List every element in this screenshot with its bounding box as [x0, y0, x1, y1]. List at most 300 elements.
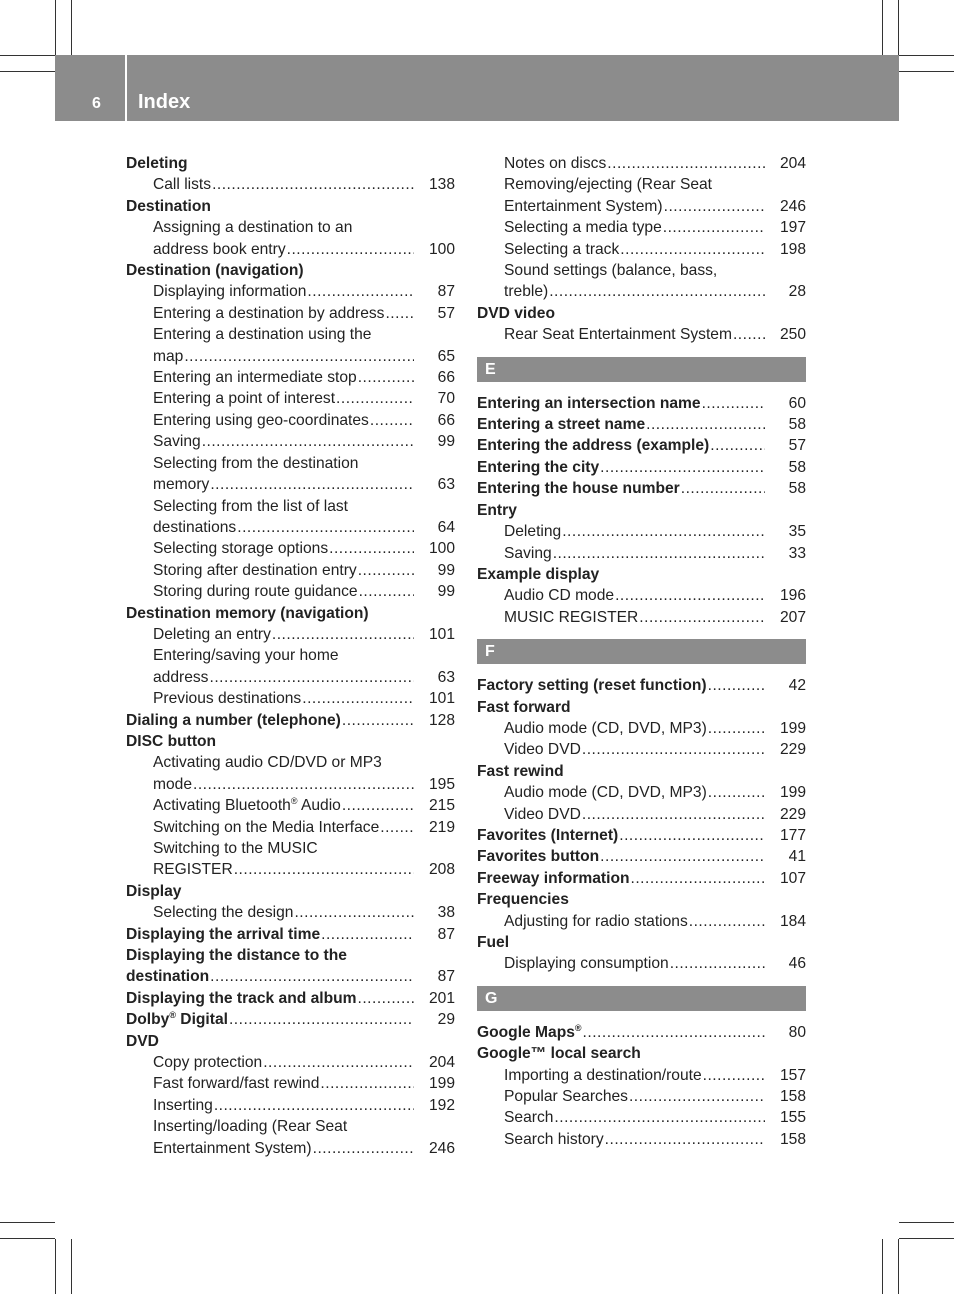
entry-term-text: memory	[153, 476, 210, 494]
leader-dots	[229, 1009, 414, 1030]
entry-term	[504, 718, 707, 739]
entry-row	[504, 543, 806, 564]
entry-term	[504, 239, 619, 260]
index-subentry	[126, 688, 455, 709]
leader-dots	[708, 675, 765, 696]
entry-term-text: Dolby	[126, 1011, 170, 1029]
entry-row	[153, 795, 455, 816]
page-ref: 99	[437, 583, 455, 601]
index-subentry	[477, 1129, 806, 1150]
index-subentry	[477, 543, 806, 564]
page-ref: 58	[788, 458, 806, 476]
entry-term	[504, 1086, 628, 1107]
leader-dots	[237, 517, 414, 538]
index-subentry	[126, 324, 455, 367]
index-entry	[477, 889, 806, 910]
entry-term-line1: Inserting/loading (Rear Seat	[153, 1118, 348, 1136]
index-entry	[477, 825, 806, 846]
leader-dots	[193, 774, 414, 795]
index-subentry	[477, 911, 806, 932]
entry-row	[477, 303, 806, 324]
entry-term	[153, 624, 271, 645]
entry-term-text: Entertainment System)	[153, 1139, 312, 1157]
entry-term-text: address book entry	[153, 240, 286, 258]
entry-row	[477, 697, 806, 718]
entry-row	[153, 367, 455, 388]
entry-row	[504, 281, 806, 302]
entry-term-text: Previous destinations	[153, 690, 302, 708]
entry-term	[153, 1138, 312, 1159]
entry-term	[153, 517, 236, 538]
entry-term	[126, 1031, 159, 1052]
entry-term-text: Fast forward	[477, 698, 571, 716]
entry-term-text: Displaying the track and album	[126, 989, 357, 1007]
entry-row	[153, 1095, 455, 1116]
crop-mark	[0, 55, 55, 56]
entry-term	[153, 281, 306, 302]
index-subentry	[126, 174, 455, 195]
crop-mark	[0, 1238, 55, 1239]
page-title: Index	[138, 91, 191, 113]
entry-term-line1: Switching to the MUSIC	[153, 840, 318, 857]
page-ref: 246	[779, 197, 806, 215]
index-column-left	[126, 153, 455, 1159]
entry-term-text: Selecting a media type	[504, 219, 662, 237]
entry-term-line1: Assigning a destination to an	[153, 219, 353, 237]
leader-dots	[600, 846, 765, 867]
leader-dots	[702, 393, 765, 414]
page-ref: 158	[779, 1130, 806, 1148]
index-entry	[126, 196, 455, 217]
page-ref: 229	[779, 805, 806, 823]
entry-term	[477, 500, 517, 521]
entry-term	[153, 388, 335, 409]
entry-term-text: Deleting	[504, 523, 562, 541]
entry-term-text: Notes on discs	[504, 155, 607, 172]
leader-dots	[708, 718, 765, 739]
entry-row	[153, 538, 455, 559]
page-ref: 87	[437, 968, 455, 986]
entry-row	[477, 889, 806, 910]
entry-term-text: Entering the address (example)	[477, 437, 710, 455]
entry-term	[504, 1065, 702, 1086]
index-subentry	[126, 795, 455, 816]
leader-dots	[321, 924, 414, 945]
crop-mark	[899, 71, 954, 72]
entry-row	[504, 1107, 806, 1128]
index-subentry	[477, 1065, 806, 1086]
entry-term-text: Storing after destination entry	[153, 561, 357, 579]
leader-dots	[639, 607, 765, 628]
entry-term	[504, 585, 614, 606]
entry-term-text: Search history	[504, 1130, 604, 1148]
entry-term-text: map	[153, 347, 184, 365]
entry-term-text: DVD video	[477, 304, 555, 322]
entry-term-text-after: Digital	[175, 1011, 228, 1029]
entry-row	[126, 1009, 455, 1030]
entry-term	[504, 521, 561, 542]
page-ref: 63	[437, 668, 455, 686]
entry-row	[477, 825, 806, 846]
leader-dots	[358, 988, 415, 1009]
entry-term-text: Entering a street name	[477, 416, 646, 434]
index-entry	[126, 945, 455, 988]
index-entry	[126, 153, 455, 174]
entry-row	[153, 688, 455, 709]
leader-dots	[385, 303, 414, 324]
leader-dots	[302, 688, 414, 709]
entry-term	[153, 1095, 213, 1116]
entry-term-line1: Sound settings (balance, bass,	[504, 262, 718, 280]
entry-row	[504, 718, 806, 739]
index-subentry	[477, 804, 806, 825]
page-ref: 199	[779, 784, 806, 802]
crop-mark	[71, 1239, 72, 1294]
page-ref: 70	[437, 390, 455, 408]
entry-row	[477, 868, 806, 889]
page-ref: 199	[428, 1075, 455, 1093]
index-entry	[126, 1009, 455, 1030]
index-entry	[126, 603, 455, 624]
index-subentry	[126, 431, 455, 452]
leader-dots	[620, 239, 765, 260]
entry-term	[153, 1073, 319, 1094]
entry-term	[153, 474, 209, 495]
entry-term	[153, 560, 357, 581]
entry-term	[153, 688, 301, 709]
entry-term	[477, 1043, 641, 1064]
entry-term-text: Entering using geo-coordinates	[153, 411, 369, 429]
entry-term-text: Importing a destination/route	[504, 1066, 702, 1084]
index-subentry	[126, 453, 455, 496]
entry-term-text: Video DVD	[504, 805, 581, 823]
entry-term-text: Displaying consumption	[504, 955, 669, 973]
entry-row	[477, 457, 806, 478]
entry-row	[153, 174, 455, 195]
index-subentry	[477, 174, 806, 217]
leader-dots	[370, 410, 414, 431]
registered-mark: ®	[290, 796, 298, 806]
index-entry	[477, 435, 806, 456]
entry-term	[504, 804, 581, 825]
entry-row	[504, 911, 806, 932]
index-subentry	[126, 645, 455, 688]
entry-row	[126, 196, 455, 217]
page-ref: 35	[788, 523, 806, 541]
leader-dots	[703, 1065, 765, 1086]
entry-row	[153, 303, 455, 324]
entry-term	[153, 667, 208, 688]
entry-term	[153, 367, 357, 388]
entry-row	[153, 388, 455, 409]
page-ref: 33	[788, 544, 806, 562]
entry-term-text: Entering an intersection name	[477, 394, 701, 412]
entry-term-text: Audio CD mode	[504, 587, 615, 605]
page-ref: 138	[428, 176, 455, 194]
page-ref: 58	[788, 480, 806, 498]
entry-term	[126, 731, 216, 752]
leader-dots	[263, 1052, 414, 1073]
page-ref: 128	[428, 711, 455, 729]
entry-term	[477, 478, 680, 499]
page-ref: 201	[428, 989, 455, 1007]
entry-term	[477, 675, 707, 696]
entry-term	[153, 303, 384, 324]
entry-row	[504, 153, 806, 174]
page-ref: 60	[788, 394, 806, 412]
entry-term	[126, 710, 341, 731]
entry-term	[504, 324, 732, 345]
entry-row	[477, 478, 806, 499]
entry-term	[477, 564, 599, 585]
registered-mark: ®	[169, 1010, 176, 1021]
entry-term	[153, 581, 358, 602]
entry-term	[477, 761, 564, 782]
entry-term	[126, 603, 369, 624]
entry-term	[126, 1009, 228, 1030]
leader-dots	[615, 585, 765, 606]
page-ref: 204	[779, 155, 806, 172]
entry-term	[153, 410, 369, 431]
index-subentry	[477, 607, 806, 628]
page-header	[55, 55, 899, 121]
page-ref: 87	[437, 925, 455, 943]
page-ref: 157	[779, 1066, 806, 1084]
entry-term-text: Destination memory (navigation)	[126, 604, 369, 622]
entry-term	[153, 817, 379, 838]
entry-term	[477, 414, 645, 435]
entry-row	[153, 581, 455, 602]
entry-term	[153, 902, 293, 923]
entry-term	[153, 1052, 262, 1073]
entry-term	[504, 953, 669, 974]
index-subentry	[477, 718, 806, 739]
page-ref: 66	[437, 369, 455, 387]
entry-term-text: destination	[126, 968, 210, 986]
registered-mark: ®	[574, 1022, 582, 1033]
leader-dots	[629, 1086, 765, 1107]
entry-row	[153, 346, 455, 367]
leader-dots	[234, 859, 414, 880]
index-subentry	[477, 1107, 806, 1128]
entry-row	[153, 859, 455, 880]
entry-term-text: Inserting	[153, 1096, 213, 1114]
index-column-right	[477, 153, 806, 1150]
entry-row	[153, 1138, 455, 1159]
entry-term-text: Entertainment System)	[504, 197, 663, 215]
page-ref: 65	[437, 347, 455, 365]
page-ref: 99	[437, 433, 455, 451]
leader-dots	[619, 825, 765, 846]
entry-row	[153, 560, 455, 581]
entry-term-text: Audio mode (CD, DVD, MP3)	[504, 784, 707, 802]
leader-dots	[670, 953, 765, 974]
page-ref: 207	[779, 608, 806, 626]
entry-row	[153, 517, 455, 538]
entry-term	[477, 846, 599, 867]
entry-term-text: Switching on the Media Interface	[153, 818, 380, 836]
entry-term	[477, 435, 709, 456]
entry-term-text: Adjusting for radio stations	[504, 912, 688, 930]
entry-term	[153, 239, 286, 260]
leader-dots	[554, 1107, 765, 1128]
leader-dots	[358, 560, 414, 581]
entry-term	[504, 911, 688, 932]
entry-term	[477, 393, 701, 414]
entry-term	[153, 538, 328, 559]
leader-dots	[320, 1073, 414, 1094]
page-ref: 195	[428, 775, 455, 793]
entry-term-text: Selecting the design	[153, 904, 294, 922]
leader-dots	[562, 521, 765, 542]
entry-row	[477, 414, 806, 435]
page-ref: 204	[428, 1054, 455, 1072]
leader-dots	[681, 478, 765, 499]
index-subentry	[477, 782, 806, 803]
entry-row	[153, 774, 455, 795]
entry-term	[504, 782, 707, 803]
entry-term	[504, 196, 663, 217]
entry-term-text: Saving	[153, 433, 201, 451]
index-subentry	[477, 1086, 806, 1107]
entry-term-text: address	[153, 668, 209, 686]
leader-dots	[202, 431, 414, 452]
entry-term	[504, 607, 638, 628]
index-subentry	[126, 624, 455, 645]
leader-dots	[605, 1129, 765, 1150]
entry-term	[504, 739, 581, 760]
entry-term	[126, 153, 188, 174]
page-ref: 57	[437, 304, 455, 322]
entry-term-text: Google Maps	[477, 1023, 575, 1041]
entry-term	[477, 697, 571, 718]
entry-term	[126, 988, 357, 1009]
entry-term	[153, 774, 192, 795]
crop-mark	[0, 1222, 55, 1223]
entry-term-text: DISC button	[126, 732, 217, 750]
page-ref: 101	[428, 690, 455, 708]
index-subentry	[126, 817, 455, 838]
entry-term-text: Fuel	[477, 934, 510, 951]
page-ref: 100	[428, 240, 455, 258]
crop-mark	[899, 1238, 954, 1239]
entry-row	[504, 196, 806, 217]
crop-mark	[899, 1222, 954, 1223]
entry-term-text: Factory setting (reset function)	[477, 677, 707, 695]
page-ref: 63	[437, 476, 455, 494]
index-entry	[126, 1031, 455, 1052]
entry-term	[126, 924, 320, 945]
index-entry	[477, 868, 806, 889]
page-ref: 38	[437, 904, 455, 922]
entry-term	[477, 889, 569, 910]
crop-mark	[899, 55, 954, 56]
header-divider	[125, 55, 127, 121]
page-ref: 99	[437, 561, 455, 579]
entry-term	[504, 543, 552, 564]
entry-row	[126, 153, 455, 174]
page-ref: 246	[428, 1139, 455, 1157]
entry-term	[153, 174, 211, 195]
index-entry	[477, 675, 806, 696]
page-ref: 229	[779, 741, 806, 759]
entry-row	[504, 607, 806, 628]
leader-dots	[329, 538, 414, 559]
leader-dots	[380, 817, 414, 838]
index-entry	[126, 710, 455, 731]
entry-term-text: Video DVD	[504, 741, 581, 759]
crop-mark	[882, 1239, 883, 1294]
entry-row	[126, 1031, 455, 1052]
index-subentry	[126, 217, 455, 260]
leader-dots	[583, 1022, 765, 1043]
entry-term-text: Displaying the arrival time	[126, 925, 321, 943]
index-subentry	[126, 1095, 455, 1116]
leader-dots	[212, 174, 414, 195]
index-entry	[477, 500, 806, 521]
crop-mark	[898, 1239, 899, 1294]
entry-term-text: Fast rewind	[477, 762, 564, 780]
entry-term-text: Destination (navigation)	[126, 262, 304, 280]
entry-term-line1: Removing/ejecting (Rear Seat	[504, 176, 713, 194]
index-subentry	[477, 260, 806, 303]
entry-term	[477, 303, 555, 324]
entry-term	[153, 859, 233, 880]
page-ref: 64	[437, 518, 455, 536]
entry-term-text: Selecting storage options	[153, 540, 329, 558]
page-ref: 66	[437, 411, 455, 429]
leader-dots	[313, 1138, 414, 1159]
page-ref: 196	[779, 587, 806, 605]
entry-row	[153, 410, 455, 431]
page-ref: 28	[788, 283, 806, 301]
entry-row	[504, 217, 806, 238]
entry-term-line1: Entering a destination using the	[153, 326, 372, 344]
leader-dots	[359, 581, 414, 602]
entry-term-text: destinations	[153, 518, 237, 536]
entry-term-text: Entering a point of interest	[153, 390, 336, 408]
entry-term-text: REGISTER	[153, 861, 233, 879]
page-ref: 80	[788, 1023, 806, 1041]
leader-dots	[272, 624, 414, 645]
entry-row	[504, 585, 806, 606]
index-entry	[477, 932, 806, 953]
index-entry	[477, 414, 806, 435]
index-subentry	[477, 239, 806, 260]
index-subentry	[126, 410, 455, 431]
index-entry	[477, 457, 806, 478]
leader-dots	[549, 281, 765, 302]
index-subentry	[477, 521, 806, 542]
page-ref: 57	[788, 437, 806, 455]
entry-term	[126, 260, 304, 281]
entry-row	[477, 1022, 806, 1043]
crop-mark	[898, 0, 899, 55]
index-entry	[477, 478, 806, 499]
leader-dots	[664, 196, 765, 217]
entry-row	[504, 1086, 806, 1107]
entry-term-text: Frequencies	[477, 891, 569, 909]
page-ref: 199	[779, 719, 806, 737]
entry-term-text: treble)	[504, 283, 549, 301]
index-subentry	[477, 153, 806, 174]
entry-row	[504, 953, 806, 974]
entry-row	[477, 564, 806, 585]
entry-row	[504, 739, 806, 760]
index-subentry	[126, 1116, 455, 1159]
entry-term-text: Favorites (Internet)	[477, 826, 619, 844]
entry-term-line1: Selecting from the destination	[153, 454, 359, 472]
